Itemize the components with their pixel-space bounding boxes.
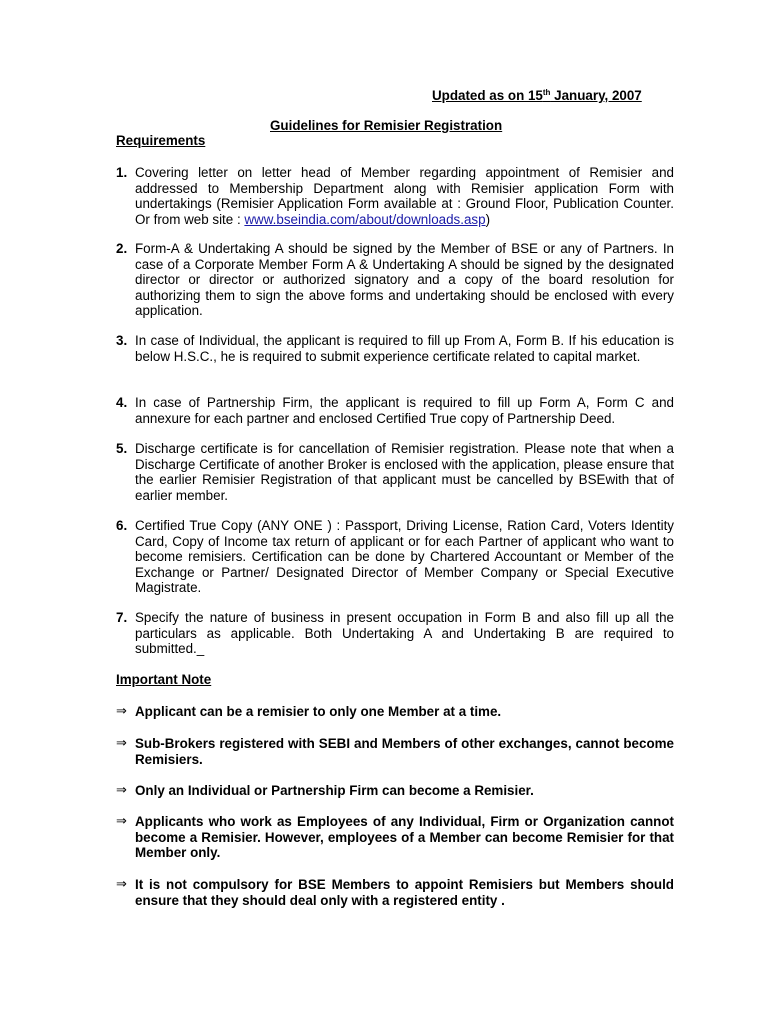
- item-number: 6.: [116, 518, 128, 533]
- requirements-heading: Requirements: [116, 133, 206, 148]
- item-text: Discharge certificate is for cancellation of Remisier registration. Please note that when a Discharge Certificate of another Broker is enclosed with the application, please ensure that the earlier Remisier Registration of that applicant must be cancelled by BSEwith that of earlier member.: [135, 441, 674, 503]
- note-item: [116, 877, 674, 908]
- right-double-arrow-icon: ⇒: [116, 814, 127, 829]
- item-text: Specify the nature of business in present occupation in Form B and also fill up all the particulars as applicable. Both Undertaking A and Undertaking B are required to submitted._: [135, 610, 674, 656]
- item-text: Covering letter on letter head of Member regarding appointment of Remisier and addressed to Membership Department along with Remisier application Form with undertakings (Remisier Application Form available at : Ground Floor, Publication Counter. Or from web site : www.bseindia.com/about/downloads.asp): [135, 165, 674, 227]
- item-text: In case of Partnership Firm, the applicant is required to fill up Form A, Form C and annexure for each partner and enclosed Certified True copy of Partnership Deed.: [135, 395, 674, 426]
- note-text: Applicants who work as Employees of any Individual, Firm or Organization cannot become a Remisier. However, employees of a Member can become Remisier for that Member only.: [135, 814, 674, 860]
- note-item: [116, 736, 674, 767]
- right-double-arrow-icon: ⇒: [116, 704, 127, 719]
- item-number: 5.: [116, 441, 128, 456]
- note-item: [116, 814, 674, 861]
- item-number: 4.: [116, 395, 128, 410]
- note-item: [116, 783, 674, 799]
- note-text: It is not compulsory for BSE Members to appoint Remisiers but Members should ensure that they should deal only with a registered entity .: [135, 877, 674, 908]
- note-text: Only an Individual or Partnership Firm can become a Remisier.: [135, 783, 534, 798]
- important-note-heading: Important Note: [116, 672, 212, 687]
- note-item: [116, 704, 674, 720]
- item-number: 3.: [116, 333, 128, 348]
- right-double-arrow-icon: ⇒: [116, 783, 127, 798]
- item-number: 7.: [116, 610, 128, 625]
- item-number: 1.: [116, 165, 128, 180]
- note-text: Sub-Brokers registered with SEBI and Members of other exchanges, cannot become Remisiers.: [135, 736, 674, 767]
- requirement-item: [116, 610, 674, 657]
- document-title: Guidelines for Remisier Registration: [270, 118, 503, 133]
- note-text: Applicant can be a remisier to only one Member at a time.: [135, 704, 502, 719]
- requirement-item: [116, 441, 674, 503]
- item-text: Certified True Copy (ANY ONE ) : Passport, Driving License, Ration Card, Voters Identity Card, Copy of Income tax return of applicant or for each Partner of applicant who want to become remisiers. Certification can be done by Chartered Accountant or Member of the Exchange or Partner/ Designated Director of Member Company or Special Executive Magistrate.: [135, 518, 674, 595]
- requirement-item: [116, 333, 674, 364]
- requirement-item: [116, 165, 674, 227]
- requirement-item: [116, 241, 674, 319]
- item-text: Form-A & Undertaking A should be signed by the Member of BSE or any of Partners. In case of a Corporate Member Form A & Undertaking A should be signed by the designated director or director or authorized signatory and a copy of the board resolution for authorizing them to sign the above forms and undertaking should be enclosed with every application.: [135, 241, 674, 318]
- right-double-arrow-icon: ⇒: [116, 736, 127, 751]
- requirement-item: [116, 518, 674, 596]
- updated-date: Updated as on 15th January, 2007: [432, 88, 642, 103]
- downloads-link[interactable]: www.bseindia.com/about/downloads.asp: [244, 211, 486, 227]
- item-text: In case of Individual, the applicant is required to fill up From A, Form B. If his education is below H.S.C., he is required to submit experience certificate related to capital market.: [135, 333, 674, 364]
- right-double-arrow-icon: ⇒: [116, 877, 127, 892]
- requirement-item: [116, 395, 674, 426]
- item-number: 2.: [116, 241, 128, 256]
